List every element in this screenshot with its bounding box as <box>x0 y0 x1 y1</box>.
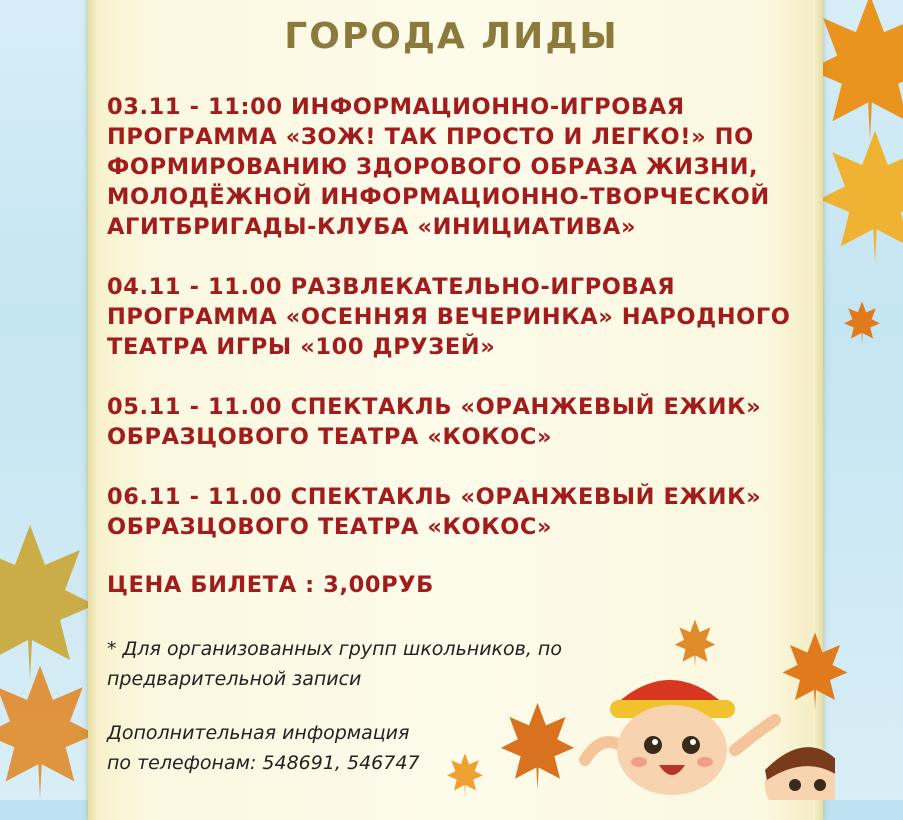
falling-leaf-bottom-icon <box>445 752 485 796</box>
page-title: ГОРОДА ЛИДЫ <box>284 16 619 57</box>
paper-edge-left <box>88 0 98 820</box>
event-item-3: 05.11 - 11.00 СПЕКТАКЛЬ «ОРАНЖЕВЫЙ ЕЖИК» ОБРАЗЦОВОГО ТЕАТРА «КОКОС» <box>107 394 762 450</box>
contact-info-line1: Дополнительная информация <box>107 722 410 744</box>
ticket-price: ЦЕНА БИЛЕТА : 3,00РУБ <box>107 572 434 598</box>
maple-leaf-left-icon <box>0 520 100 680</box>
event-item-4: 06.11 - 11.00 СПЕКТАКЛЬ «ОРАНЖЕВЫЙ ЕЖИК» ОБРАЗЦОВОГО ТЕАТРА «КОКОС» <box>107 484 762 540</box>
child-illustration-icon <box>575 650 835 800</box>
contact-info-line2: по телефонам: 548691, 546747 <box>107 752 420 774</box>
event-item-1: 03.11 - 11:00 ИНФОРМАЦИОННО-ИГРОВАЯ ПРОГРАММА «ЗОЖ! ТАК ПРОСТО И ЛЕГКО!» ПО ФОРМИРОВАНИЮ ЗДОРОВОГО ОБРАЗА ЖИЗНИ, МОЛОДЁЖНОЙ ИНФОРМАЦИОННО-ТВОРЧЕСКОЙ АГИТБРИГАДЫ-КЛУБА «ИНИЦИАТИВА» <box>107 94 770 240</box>
event-list <box>107 92 797 572</box>
falling-leaf-left-icon <box>495 700 580 790</box>
event-item-2: 04.11 - 11.00 РАЗВЛЕКАТЕЛЬНО-ИГРОВАЯ ПРОГРАММА «ОСЕННЯЯ ВЕЧЕРИНКА» НАРОДНОГО ТЕАТРА ИГРЫ «100 ДРУЗЕЙ» <box>107 274 791 360</box>
maple-leaf-right-mid-icon <box>815 120 903 270</box>
group-note: * Для организованных групп школьников, по предварительной записи <box>107 638 562 690</box>
maple-leaf-left-bottom-icon <box>0 660 100 800</box>
small-leaf-right-icon <box>842 300 882 344</box>
